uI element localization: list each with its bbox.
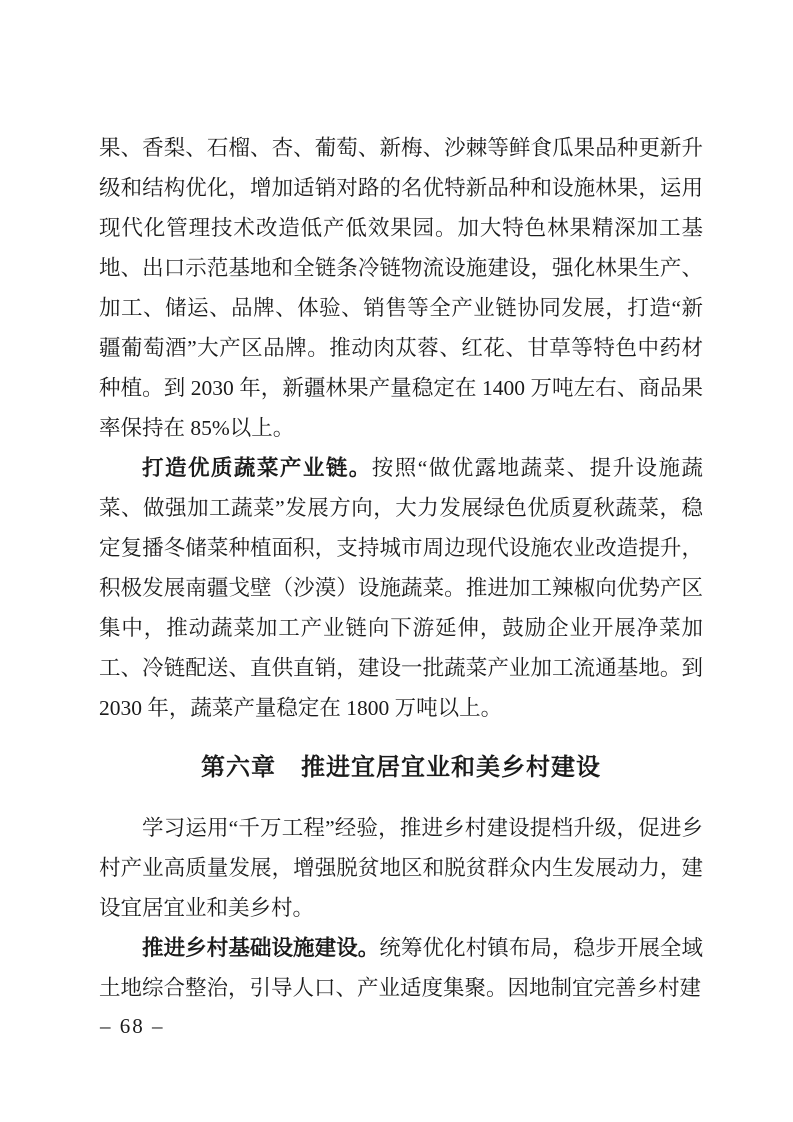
paragraph-text: 统筹优化村镇布局，稳步开展全域土地综合整治，引导人口、产业适度集聚。因地制宜完善乡村建 [99, 936, 703, 1000]
page-number: – 68 – [100, 1014, 165, 1038]
paragraph-vegetable-chain [99, 448, 703, 728]
paragraph-text: 果、香梨、石榴、杏、葡萄、新梅、沙棘等鲜食瓜果品种更新升级和结构优化，增加适销对路的名优特新品种和设施林果，运用现代化管理技术改造低产低效果园。加大特色林果精深加工基地、出口示范基地和全链条冷链物流设施建设，强化林果生产、加工、储运、品牌、体验、销售等全产业链协同发展，打造“新疆葡萄酒”大产区品牌。推动肉苁蓉、红花、甘草等特色中药材种植。到 2030 年，新疆林果产量稳定在 1400 万吨左右、商品果率保持在 85%以上。 [99, 136, 703, 440]
paragraph-rural-infrastructure [99, 928, 703, 1008]
paragraph-bold-lead: 打造优质蔬菜产业链。 [142, 456, 372, 480]
paragraph-bold-lead: 推进乡村基础设施建设。 [142, 936, 380, 960]
paragraph-text: 学习运用“千万工程”经验，推进乡村建设提档升级，促进乡村产业高质量发展，增强脱贫地区和脱贫群众内生发展动力，建设宜居宜业和美乡村。 [99, 816, 703, 920]
page-content [99, 128, 703, 1008]
paragraph-fruit-industry [99, 128, 703, 448]
paragraph-text: 按照“做优露地蔬菜、提升设施蔬菜、做强加工蔬菜”发展方向，大力发展绿色优质夏秋蔬菜，稳定复播冬储菜种植面积，支持城市周边现代设施农业改造提升，积极发展南疆戈壁（沙漠）设施蔬菜。推进加工辣椒向优势产区集中，推动蔬菜加工产业链向下游延伸，鼓励企业开展净菜加工、冷链配送、直供直销，建设一批蔬菜产业加工流通基地。到 2030 年，蔬菜产量稳定在 1800 万吨以上。 [99, 456, 703, 720]
chapter-heading: 第六章 推进宜居宜业和美乡村建设 [201, 755, 601, 781]
paragraph-rural-revitalization-intro [99, 808, 703, 928]
